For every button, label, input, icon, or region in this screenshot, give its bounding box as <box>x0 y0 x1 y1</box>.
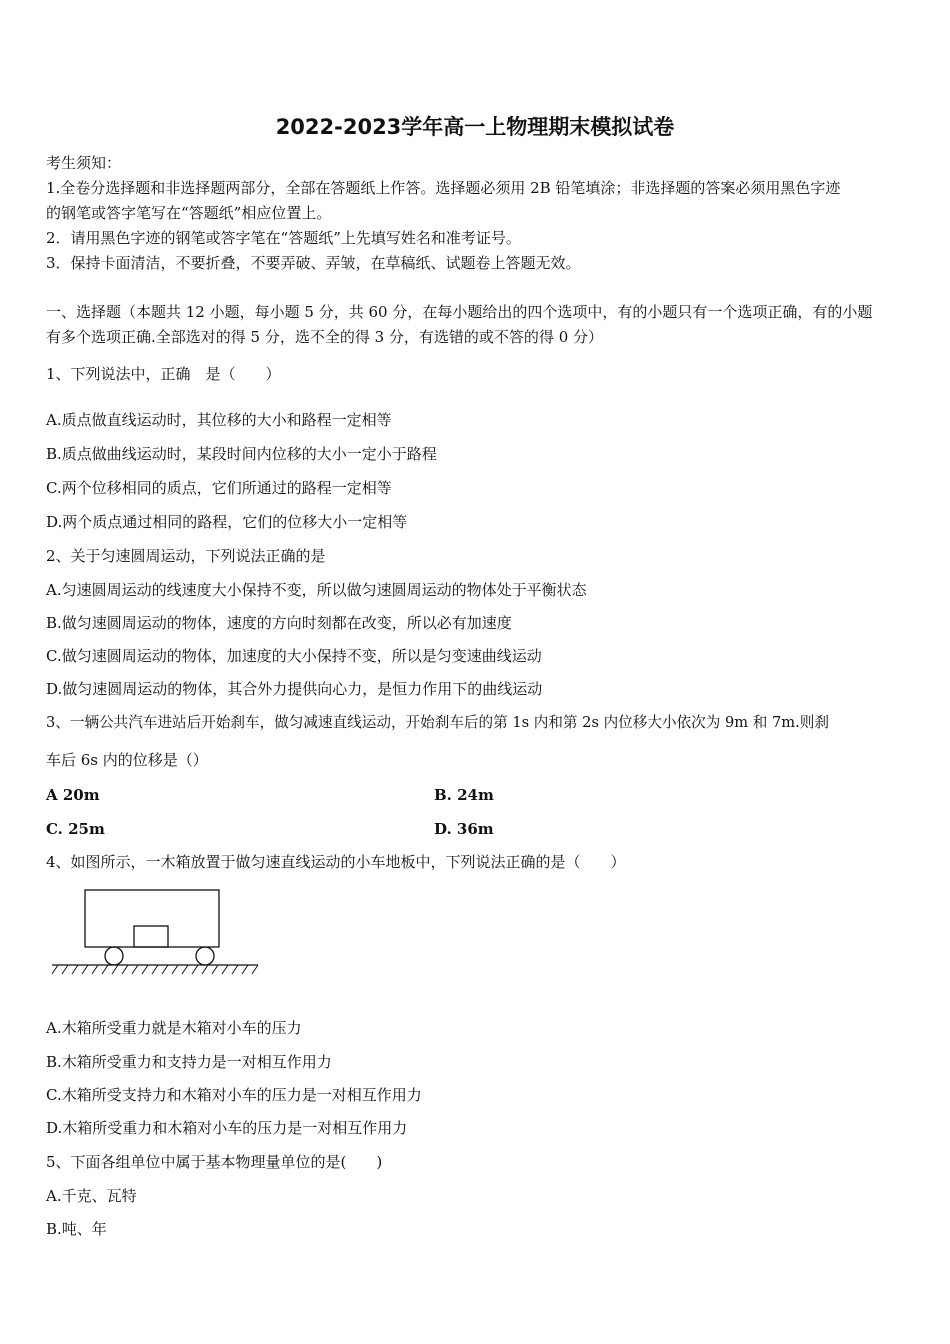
question-1-option-b: B.质点做曲线运动时，某段时间内位移的大小一定小于路程 <box>46 445 437 463</box>
question-1-stem: 1、下列说法中，正确 是（ ） <box>46 365 281 383</box>
question-5-option-a: A.千克、瓦特 <box>46 1187 137 1205</box>
question-5-option-b: B.吨、年 <box>46 1220 107 1238</box>
cart-figure <box>48 884 263 976</box>
question-2-option-b: B.做匀速圆周运动的物体，速度的方向时刻都在改变，所以必有加速度 <box>46 614 512 632</box>
question-3-option-d: D. 36m <box>434 820 494 838</box>
question-1-option-d: D.两个质点通过相同的路程，它们的位移大小一定相等 <box>46 513 408 531</box>
question-3-stem: 3、一辆公共汽车进站后开始刹车，做匀减速直线运动，开始刹车后的第 1s 内和第 2s 内位移大小依次为 9m 和 7m.则刹 <box>46 714 829 731</box>
notice-line: 3．保持卡面清洁，不要折叠，不要弄破、弄皱，在草稿纸、试题卷上答题无效。 <box>46 254 581 272</box>
notice-line: 1.全卷分选择题和非选择题两部分，全部在答题纸上作答。选择题必须用 2B 铅笔填涂；非选择题的答案必须用黑色字迹 <box>46 179 841 197</box>
question-3-option-c: C. 25m <box>46 820 105 838</box>
question-4-option-c: C.木箱所受支持力和木箱对小车的压力是一对相互作用力 <box>46 1086 422 1104</box>
page-title: 2022-2023学年高一上物理期末模拟试卷 <box>275 115 675 139</box>
notice-line: 的钢笔或答字笔写在“答题纸”相应位置上。 <box>46 204 332 222</box>
ground-line <box>52 965 258 974</box>
question-5-stem: 5、下面各组单位中属于基本物理量单位的是( ) <box>46 1153 383 1171</box>
wooden-box <box>134 926 168 947</box>
question-3-stem-continued: 车后 6s 内的位移是（） <box>46 751 208 769</box>
question-2-option-a: A.匀速圆周运动的线速度大小保持不变，所以做匀速圆周运动的物体处于平衡状态 <box>46 581 587 599</box>
cart-body <box>85 890 219 947</box>
question-3-option-b: B. 24m <box>434 786 494 804</box>
section-instructions: 有多个选项正确.全部选对的得 5 分，选不全的得 3 分，有选错的或不答的得 0 分） <box>46 328 604 346</box>
question-2-stem: 2、关于匀速圆周运动，下列说法正确的是 <box>46 547 326 565</box>
question-2-option-d: D.做匀速圆周运动的物体，其合外力提供向心力，是恒力作用下的曲线运动 <box>46 680 543 698</box>
question-1-option-c: C.两个位移相同的质点，它们所通过的路程一定相等 <box>46 479 392 497</box>
question-4-option-b: B.木箱所受重力和支持力是一对相互作用力 <box>46 1053 332 1071</box>
question-4-option-d: D.木箱所受重力和木箱对小车的压力是一对相互作用力 <box>46 1119 408 1137</box>
question-3-option-a: A 20m <box>46 786 100 804</box>
notice-heading: 考生须知： <box>46 154 122 172</box>
question-1-option-a: A.质点做直线运动时，其位移的大小和路程一定相等 <box>46 411 392 429</box>
cart-wheel-right <box>196 947 214 965</box>
question-4-option-a: A.木箱所受重力就是木箱对小车的压力 <box>46 1019 302 1037</box>
question-2-option-c: C.做匀速圆周运动的物体，加速度的大小保持不变，所以是匀变速曲线运动 <box>46 647 542 665</box>
section-instructions: 一、选择题（本题共 12 小题，每小题 5 分，共 60 分，在每小题给出的四个选项中，有的小题只有一个选项正确，有的小题 <box>46 303 873 321</box>
cart-wheel-left <box>105 947 123 965</box>
notice-line: 2．请用黑色字迹的钢笔或答字笔在“答题纸”上先填写姓名和准考证号。 <box>46 229 521 247</box>
question-4-stem: 4、如图所示，一木箱放置于做匀速直线运动的小车地板中，下列说法正确的是（ ） <box>46 853 626 871</box>
